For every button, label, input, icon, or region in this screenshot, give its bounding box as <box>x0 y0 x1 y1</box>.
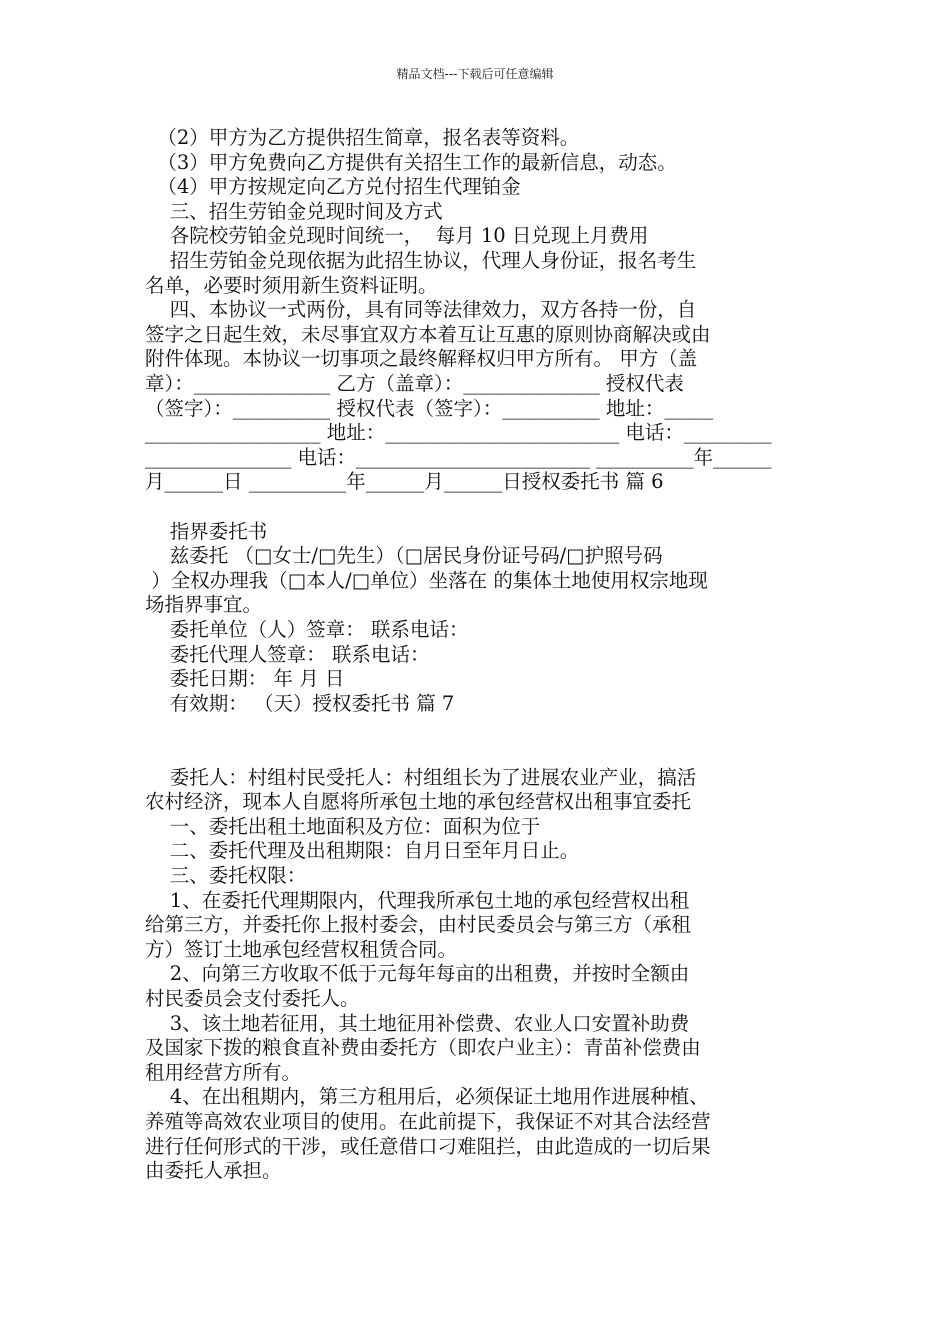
text-line: 租用经营方所有。 <box>145 1060 302 1084</box>
text-line: （3）甲方免费向乙方提供有关招生工作的最新信息，动态。 <box>145 150 677 174</box>
text-line: （4）甲方按规定向乙方兑付招生代理铂金 <box>145 175 521 199</box>
text-line: __________________ 地址：________________________ 电话：_________ <box>145 421 772 445</box>
text-line: 给第三方，并委托你上报村委会，由村民委员会与第三方（承租 <box>145 913 692 937</box>
text-line: 二、委托代理及出租期限：自月日至年月日止。 <box>145 839 580 863</box>
text-line: 三、招生劳铂金兑现时间及方式 <box>145 199 443 223</box>
text-line: （签字）：__________ 授权代表（签字）：__________ 地址：_____ <box>145 396 714 420</box>
text-line: 1、在委托代理期限内，代理我所承包土地的承包经营权出租 <box>145 888 690 912</box>
text-line: 附件体现。本协议一切事项之最终解释权归甲方所有。 甲方（盖 <box>145 347 698 371</box>
text-line: 场指界事宜。 <box>145 593 263 617</box>
text-line: 委托代理人签章： 联系电话： <box>145 642 430 666</box>
text-line: 签字之日起生效，未尽事宜双方本着互让互惠的原则协商解决或由 <box>145 322 711 346</box>
text-line: 2、向第三方收取不低于元每年每亩的出租费，并按时全额由 <box>145 962 690 986</box>
text-line: 指界委托书 <box>145 519 268 543</box>
text-line: 有效期： （天）授权委托书 篇 7 <box>145 691 455 715</box>
text-line: 进行任何形式的干涉，或任意借口刁难阻拦，由此造成的一切后果 <box>145 1134 711 1158</box>
text-line: 4、在出租期内，第三方租用后，必须保证土地用作进展种植、 <box>145 1085 709 1109</box>
text-line: 农村经济，现本人自愿将所承包土地的承包经营权出租事宜委托 <box>145 790 692 814</box>
text-line: 委托人：村组村民受托人：村组组长为了进展农业产业，搞活 <box>145 765 697 789</box>
text-line: 由委托人承担。 <box>145 1159 282 1183</box>
text-line: _______________ 电话：________________________ __________年______ <box>145 445 772 469</box>
text-line: ）全权办理我（□本人/□单位）坐落在 的集体土地使用权宗地现 <box>145 568 708 592</box>
text-line: 及国家下拨的粮食直补费由委托方（即农户业主）：青苗补偿费由 <box>145 1036 701 1060</box>
text-line: 四、本协议一式两份，具有同等法律效力，双方各持一份，自 <box>145 298 697 322</box>
text-line: 名单，必要时须用新生资料证明。 <box>145 273 438 297</box>
text-line: 3、该土地若征用，其土地征用补偿费、农业人口安置补助费 <box>145 1011 690 1035</box>
text-line: 招生劳铂金兑现依据为此招生协议，代理人身份证，报名考生 <box>145 249 697 272</box>
page-header: 精品文档---下载后可任意编辑 <box>396 67 554 81</box>
text-line: （2）甲方为乙方提供招生简章，报名表等资料。 <box>145 126 580 149</box>
text-line: 方）签订土地承包经营权租赁合同。 <box>145 937 458 961</box>
text-line: 三、委托权限： <box>145 864 307 887</box>
text-line: 养殖等高效农业项目的使用。在此前提下，我保证不对其合法经营 <box>145 1110 711 1133</box>
text-line: 章）：______________ 乙方（盖章）：______________ 授权代表 <box>145 372 684 395</box>
text-line: 各院校劳铂金兑现时间统一， 每月 10 日兑现上月费用 <box>145 224 649 248</box>
text-line: 委托单位（人）签章： 联系电话： <box>145 618 469 641</box>
text-line: 一、委托出租土地面积及方位：面积为位于 <box>145 814 541 838</box>
text-line: 兹委托 （□女士/□先生）（□居民身份证号码/□护照号码 <box>145 544 663 568</box>
text-line: 委托日期： 年 月 日 <box>145 667 345 691</box>
text-line: 月______日 __________年______月______日授权委托书 篇 6 <box>145 470 664 494</box>
text-line: 村民委员会支付委托人。 <box>145 987 360 1010</box>
